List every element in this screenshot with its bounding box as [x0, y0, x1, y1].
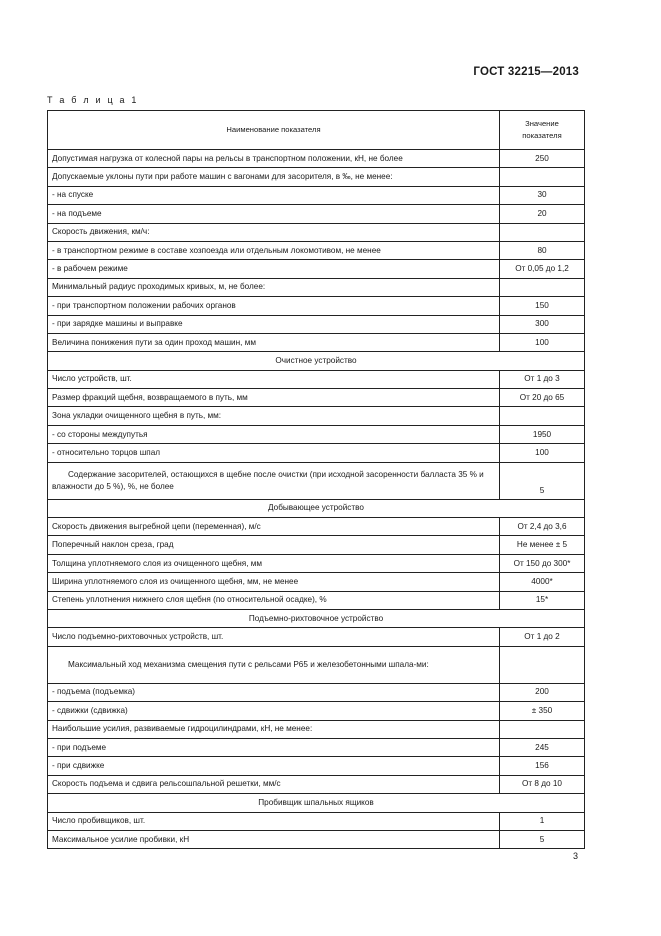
- parameter-value: [500, 407, 585, 425]
- section-title: Добывающее устройство: [48, 499, 585, 517]
- parameter-value: От 0,05 до 1,2: [500, 260, 585, 278]
- column-header-value: [500, 111, 585, 150]
- parameter-name: Скорость подъема и сдвига рельсошпальной решетки, мм/с: [48, 775, 500, 793]
- table-row: [48, 830, 585, 848]
- parameter-value: 5: [500, 462, 585, 499]
- parameter-value: [500, 646, 585, 683]
- table-row: [48, 333, 585, 351]
- parameter-value: [500, 168, 585, 186]
- parameter-name: Скорость движения, км/ч:: [48, 223, 500, 241]
- parameter-name: - при подъеме: [48, 738, 500, 756]
- parameter-value: 200: [500, 683, 585, 701]
- parameter-name: Степень уплотнения нижнего слоя щебня (по относительной осадке), %: [48, 591, 500, 609]
- parameter-value: [500, 720, 585, 738]
- table-row: [48, 757, 585, 775]
- table-row: [48, 775, 585, 793]
- parameter-name: Допустимая нагрузка от колесной пары на рельсы в транспортном положении, кН, не более: [48, 150, 500, 168]
- parameter-name: - сдвижки (сдвижка): [48, 702, 500, 720]
- parameter-name: Наибольшие усилия, развиваемые гидроцилиндрами, кН, не менее:: [48, 720, 500, 738]
- table-row: [48, 628, 585, 646]
- page-number: 3: [572, 851, 578, 861]
- parameter-name: Число подъемно-рихтовочных устройств, шт.: [48, 628, 500, 646]
- parameter-name: - при транспортном положении рабочих органов: [48, 297, 500, 315]
- parameter-value: От 20 до 65: [500, 389, 585, 407]
- table-row: [48, 315, 585, 333]
- table-row: [48, 683, 585, 701]
- parameter-value: [500, 223, 585, 241]
- parameter-name: - в транспортном режиме в составе хозпоезда или отдельным локомотивом, не менее: [48, 241, 500, 259]
- table-caption: Т а б л и ц а 1: [47, 95, 139, 105]
- table-row: [48, 150, 585, 168]
- section-title: Очистное устройство: [48, 352, 585, 370]
- parameter-name: - при зарядке машины и выправке: [48, 315, 500, 333]
- parameter-name: - со стороны междупутья: [48, 425, 500, 443]
- parameter-value: 1950: [500, 425, 585, 443]
- parameter-value: 300: [500, 315, 585, 333]
- parameter-name: Число устройств, шт.: [48, 370, 500, 388]
- parameter-name: Размер фракций щебня, возвращаемого в путь, мм: [48, 389, 500, 407]
- table-row: [48, 738, 585, 756]
- parameter-name: - в рабочем режиме: [48, 260, 500, 278]
- parameter-name: - относительно торцов шпал: [48, 444, 500, 462]
- table-row: [48, 444, 585, 462]
- section-header-row: [48, 352, 585, 370]
- parameter-name: Максимальный ход механизма смещения пути с рельсами Р65 и железобетонными шпала-ми:: [48, 646, 500, 683]
- table-row: [48, 591, 585, 609]
- table-row: [48, 186, 585, 204]
- table-row: [48, 702, 585, 720]
- parameter-value: От 2,4 до 3,6: [500, 518, 585, 536]
- table-row: [48, 278, 585, 296]
- parameter-name: Поперечный наклон среза, град: [48, 536, 500, 554]
- section-header-row: [48, 609, 585, 627]
- parameter-value: 245: [500, 738, 585, 756]
- column-header-value-line1: Значение: [525, 119, 559, 128]
- parameter-name: Допускаемые уклоны пути при работе машин с вагонами для засорителя, в ‰, не менее:: [48, 168, 500, 186]
- parameter-value: 100: [500, 444, 585, 462]
- parameter-value: 156: [500, 757, 585, 775]
- parameter-name: Зона укладки очищенного щебня в путь, мм:: [48, 407, 500, 425]
- parameter-value: От 150 до 300*: [500, 554, 585, 572]
- table-row: [48, 646, 585, 683]
- table-row: [48, 536, 585, 554]
- table-row: [48, 370, 585, 388]
- parameter-name: Величина понижения пути за один проход машин, мм: [48, 333, 500, 351]
- table-row: [48, 812, 585, 830]
- parameter-value: От 8 до 10: [500, 775, 585, 793]
- table-row: [48, 389, 585, 407]
- section-title: Пробивщик шпальных ящиков: [48, 794, 585, 812]
- table-row: [48, 425, 585, 443]
- parameter-name: Минимальный радиус проходимых кривых, м, не более:: [48, 278, 500, 296]
- parameter-value: ± 350: [500, 702, 585, 720]
- parameter-value: 30: [500, 186, 585, 204]
- table-row: [48, 168, 585, 186]
- parameter-value: 15*: [500, 591, 585, 609]
- parameter-name: - на подъеме: [48, 205, 500, 223]
- table-row: [48, 205, 585, 223]
- table-row: [48, 518, 585, 536]
- document-standard-number: ГОСТ 32215—2013: [473, 66, 579, 78]
- section-title: Подъемно-рихтовочное устройство: [48, 609, 585, 627]
- parameter-name: Содержание засорителей, остающихся в щебне после очистки (при исходной засоренности балласта 35 % и влажности до 5 %), %, не более: [48, 462, 500, 499]
- parameter-value: 4000*: [500, 573, 585, 591]
- parameter-value: 80: [500, 241, 585, 259]
- section-header-row: [48, 499, 585, 517]
- table-row: [48, 223, 585, 241]
- parameter-value: От 1 до 3: [500, 370, 585, 388]
- column-header-value-line2: показателя: [522, 131, 562, 140]
- table-row: [48, 573, 585, 591]
- parameter-value: 150: [500, 297, 585, 315]
- parameter-name: - при сдвижке: [48, 757, 500, 775]
- parameter-name: Число пробивщиков, шт.: [48, 812, 500, 830]
- table-row: [48, 407, 585, 425]
- table-row: [48, 241, 585, 259]
- parameter-name: Ширина уплотняемого слоя из очищенного щебня, мм, не менее: [48, 573, 500, 591]
- table-row: [48, 260, 585, 278]
- parameter-name: Скорость движения выгребной цепи (переменная), м/с: [48, 518, 500, 536]
- parameter-value: 250: [500, 150, 585, 168]
- parameter-value: 100: [500, 333, 585, 351]
- table-header-row: [48, 111, 585, 150]
- parameter-value: 1: [500, 812, 585, 830]
- table-row: [48, 720, 585, 738]
- parameter-name: - на спуске: [48, 186, 500, 204]
- parameter-value: 20: [500, 205, 585, 223]
- parameter-value: 5: [500, 830, 585, 848]
- column-header-name: Наименование показателя: [48, 111, 500, 150]
- table-row: [48, 462, 585, 499]
- table-row: [48, 297, 585, 315]
- parameters-table: [47, 110, 585, 849]
- parameter-name: - подъема (подъемка): [48, 683, 500, 701]
- parameter-name: Максимальное усилие пробивки, кН: [48, 830, 500, 848]
- parameter-value: От 1 до 2: [500, 628, 585, 646]
- parameter-value: Не менее ± 5: [500, 536, 585, 554]
- parameter-name: Толщина уплотняемого слоя из очищенного щебня, мм: [48, 554, 500, 572]
- parameter-value: [500, 278, 585, 296]
- section-header-row: [48, 794, 585, 812]
- table-row: [48, 554, 585, 572]
